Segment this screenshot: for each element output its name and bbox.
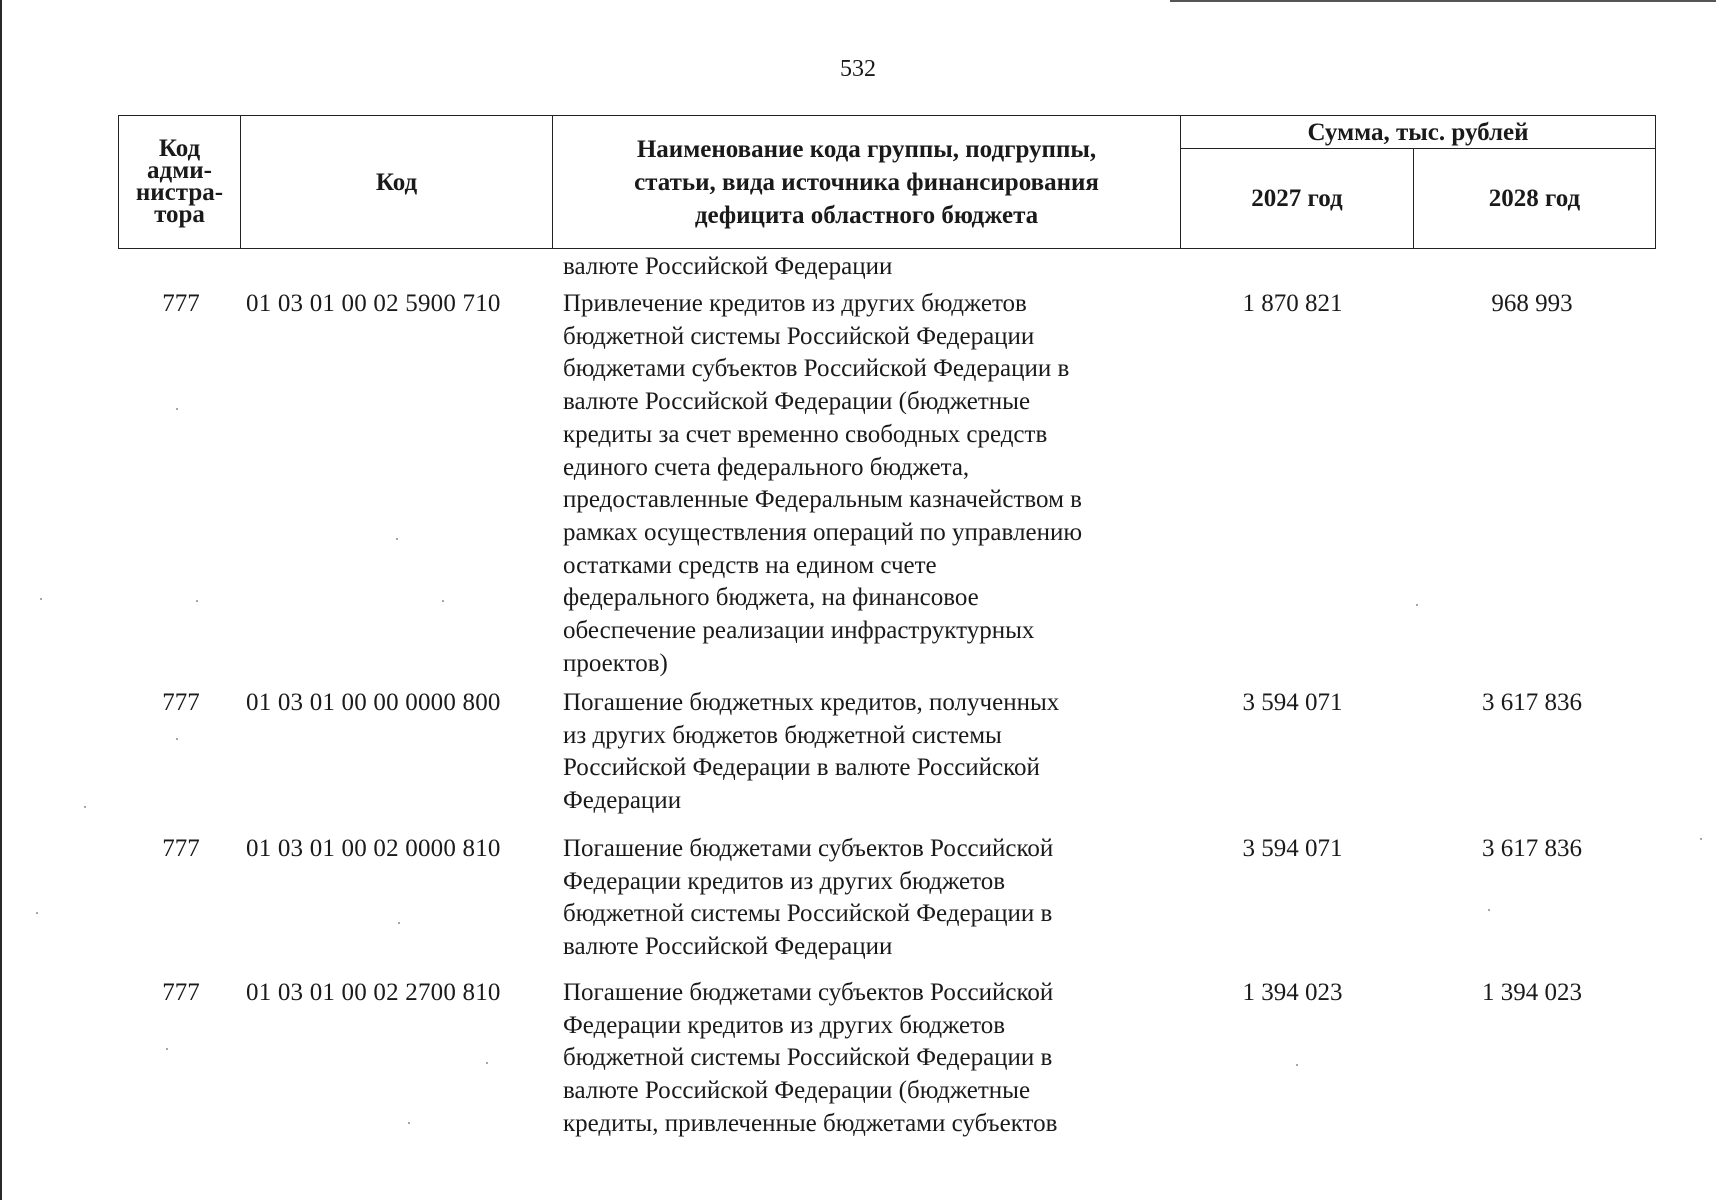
amount-2027-cell: 3 594 071 — [1242, 689, 1343, 716]
name-line: валюте Российской Федерации — [563, 933, 893, 961]
amount-2027-cell: 3 594 071 — [1242, 835, 1343, 862]
scan-speck — [84, 806, 86, 808]
amount-2028-cell: 3 617 836 — [1482, 689, 1582, 716]
name-line: рамках осуществления операций по управлению — [563, 518, 1083, 546]
name-line: единого счета федерального бюджета, — [563, 453, 970, 481]
admin-code-cell: 777 — [162, 689, 200, 716]
name-line: Привлечение кредитов из других бюджетов — [563, 290, 1027, 317]
header-name-line: дефицита областного бюджета — [694, 201, 1039, 229]
amount-2027-cell: 1 394 023 — [1242, 979, 1343, 1006]
header-admin-code-line: нистра- — [135, 179, 224, 206]
header-name-line: статьи, вида источника финансирования — [634, 168, 1099, 196]
code-cell: 01 03 01 00 02 0000 810 — [246, 835, 501, 862]
scan-speck — [166, 1048, 168, 1050]
name-line: кредиты за счет временно свободных средств — [563, 420, 1048, 448]
name-line: бюджетами субъектов Российской Федерации в — [563, 355, 1070, 383]
scan-speck — [176, 738, 178, 740]
name-line: Федерации кредитов из других бюджетов — [563, 1011, 1006, 1039]
scan-speck — [1488, 909, 1490, 911]
code-cell: 01 03 01 00 02 2700 810 — [246, 979, 501, 1006]
scan-speck — [396, 538, 398, 540]
continuation-line: валюте Российской Федерации — [563, 253, 893, 280]
header-admin-code-line: Код — [158, 135, 201, 162]
scan-speck — [176, 408, 178, 410]
header-sum: Сумма, тыс. рублей — [1181, 116, 1656, 149]
header-name-line: Наименование кода группы, подгруппы, — [636, 135, 1097, 163]
admin-code-cell: 777 — [162, 835, 200, 862]
name-line: бюджетной системы Российской Федерации в — [563, 1044, 1053, 1072]
scan-speck — [196, 600, 198, 602]
name-line: предоставленные Федеральным казначейством в — [563, 486, 1082, 514]
scan-speck — [1700, 838, 1702, 840]
admin-code-cell: 777 — [162, 979, 200, 1006]
code-cell: 01 03 01 00 02 5900 710 — [246, 290, 501, 317]
name-cell — [563, 687, 1183, 818]
name-line: Погашение бюджетами субъектов Российской — [563, 835, 1054, 862]
name-line: Погашение бюджетами субъектов Российской — [563, 979, 1054, 1006]
scan-speck — [36, 912, 38, 914]
amount-2028-cell: 3 617 836 — [1482, 835, 1582, 862]
name-line: Федерации кредитов из других бюджетов — [563, 867, 1006, 895]
name-line: федерального бюджета, на финансовое — [563, 584, 979, 612]
name-cell — [563, 977, 1183, 1141]
admin-code-cell: 777 — [162, 290, 200, 317]
scan-speck — [1416, 604, 1418, 606]
name-line: проектов) — [563, 649, 668, 677]
amount-2028-cell: 1 394 023 — [1482, 979, 1582, 1006]
name-line: бюджетной системы Российской Федерации в — [563, 900, 1053, 928]
amount-2028-cell: 968 993 — [1491, 290, 1573, 317]
page-number: 532 — [840, 56, 876, 82]
scan-speck — [40, 598, 42, 600]
name-line: из других бюджетов бюджетной системы — [563, 721, 1002, 749]
name-line: Федерации — [563, 787, 682, 815]
header-admin-code-line: адми- — [147, 157, 212, 184]
scan-edge-left — [0, 0, 2, 1200]
header-name — [553, 116, 1181, 249]
name-line: обеспечение реализации инфраструктурных — [563, 617, 1035, 645]
name-line: Российской Федерации в валюте Российской — [563, 754, 1040, 782]
scan-edge-top — [1170, 0, 1716, 2]
name-line: бюджетной системы Российской Федерации — [563, 322, 1035, 350]
header-year-2027: 2027 год — [1181, 149, 1414, 249]
name-line: валюте Российской Федерации (бюджетные — [563, 388, 1031, 416]
code-cell: 01 03 01 00 00 0000 800 — [246, 689, 501, 716]
amount-2027-cell: 1 870 821 — [1242, 290, 1343, 317]
scan-speck — [486, 1062, 488, 1064]
scan-speck — [398, 922, 400, 924]
scan-speck — [442, 600, 444, 602]
name-line: остатками средств на едином счете — [563, 551, 937, 579]
name-cell — [563, 833, 1183, 964]
header-year-2028: 2028 год — [1414, 149, 1656, 249]
scan-speck — [408, 1122, 410, 1124]
header-code: Код — [241, 116, 553, 249]
header-admin-code-line: тора — [154, 201, 205, 228]
name-line: Погашение бюджетных кредитов, полученных — [563, 689, 1060, 716]
name-line: валюте Российской Федерации (бюджетные — [563, 1077, 1031, 1105]
scan-speck — [1296, 1064, 1298, 1066]
table-header — [118, 115, 1656, 249]
name-line: кредиты, привлеченные бюджетами субъектов — [563, 1109, 1058, 1137]
name-cell — [563, 288, 1183, 680]
header-admin-code — [119, 116, 241, 249]
